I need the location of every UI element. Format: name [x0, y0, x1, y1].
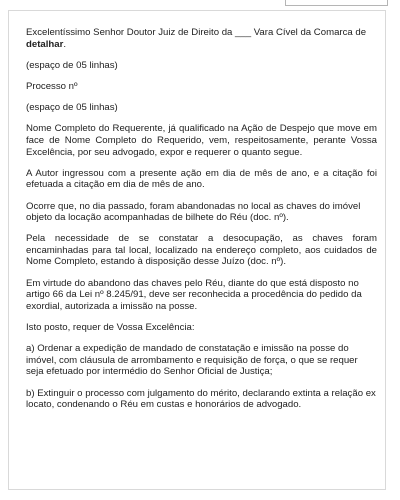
paragraph-law-article: Em virtude do abandono das chaves pelo Réu, diante do que está disposto no artigo 66 da Lei nº 8.245/91, deve ser reconhecida a procedência do pedido da exordial, autorizada a imissão na posse. — [26, 277, 362, 312]
header-address-part1: Excelentíssimo Senhor Doutor Juiz de Direito da — [26, 27, 233, 38]
request-item-a: a) Ordenar a expedição de mandado de constatação e imissão na posse do imóvel, com cláusula de arrombamento e requisição de força, o que se requer seja efetuado por intermédio do Senhor Oficial de Justiça; — [26, 343, 358, 378]
document-body — [26, 27, 377, 420]
top-bar — [0, 0, 400, 8]
spacing-note-1: (espaço de 05 linhas) — [26, 59, 118, 71]
header-address-end: . — [63, 38, 66, 50]
paragraph-keys-abandoned: Ocorre que, no dia passado, foram abandonadas no local as chaves do imóvel objeto da locação acompanhadas de bilhete do Réu (doc. nº). — [26, 200, 361, 224]
processo-number: Processo nº — [26, 80, 78, 92]
header-address-bold: detalhar — [26, 38, 64, 50]
paragraph-citation: A Autor ingressou com a presente ação em dia de mês de ano, e a citação foi efetuada a citação em dia de mês de ano. — [26, 167, 377, 191]
request-item-b: b) Extinguir o processo com julgamento do mérito, declarando extinta a relação ex locato, condenando o Réu em custas e honorários de advogado. — [26, 387, 376, 411]
paragraph-keys-forwarded: Pela necessidade de se constatar a desocupação, as chaves foram encaminhadas para tal local, localizado na endereço completo, aos cuidados de Nome Completo, estando à disposição desse Juízo (doc. nº). — [26, 233, 377, 268]
paragraph-intro: Nome Completo do Requerente, já qualificado na Ação de Despejo que move em face de Nome Completo do Requerido, vem, respeitosamente, perante Vossa Excelência, por seu advogado, expor e requerer o quanto segue. — [26, 123, 377, 158]
paragraph-request-intro: Isto posto, requer de Vossa Excelência: — [26, 322, 195, 334]
header-address-part2: Vara Cível da Comarca de — [253, 27, 367, 38]
header-address-blank: ___ — [235, 27, 252, 38]
top-tab — [285, 0, 388, 6]
spacing-note-2: (espaço de 05 linhas) — [26, 102, 118, 114]
header-address — [26, 27, 377, 50]
